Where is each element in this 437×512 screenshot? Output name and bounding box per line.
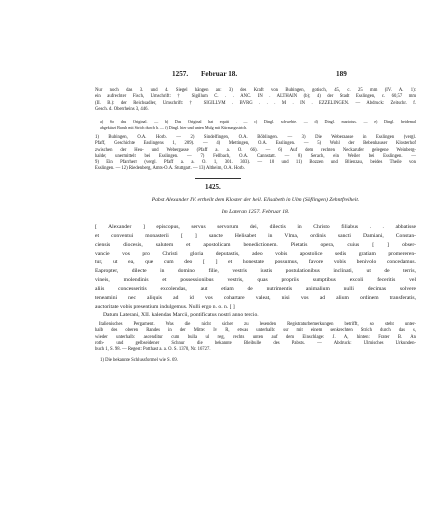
text-line: et conventui monasterii [ ] sancte Helisabet in Vlma, ordinis sancti Damiani, Constan- xyxy=(95,232,416,239)
text-line: roth- und gelbseidener Schnur die bekannte Bleibulle des Pabsts. — Abdruck: Ulmisches Urkunden- xyxy=(95,340,416,346)
description-apparatus xyxy=(95,322,416,353)
header-date: Februar 18. xyxy=(201,70,238,78)
separator-rule xyxy=(195,178,241,179)
closing-footnote: 1) Die bekannte Schlussformel wie S. 69. xyxy=(100,358,178,363)
text-line: Esslingen. — 12) Riedenberg, Amts-O.A. Stuttgart. — 13) Altheim, O.A. Horb. xyxy=(95,166,245,172)
text-line: Italienisches Pergament. Was die nicht sicher zu lesenden Registraturbemerkungen betrifft, so steht unter- xyxy=(99,322,416,327)
text-line: zwischen der Heu- und Webergasse (Pfaff a. a. O. 66). — 6) Auf dem rechten Neckarufer gelegene Weinberg- xyxy=(95,147,416,153)
text-line: ciensis diocesis, salutem et apostolicam benedictionem. Pietatis opera, cuius [ ] obser- xyxy=(95,241,416,248)
text-line: ein aufrechter Fisch, Umschrift: † Sigillum C. . . ANC. IN . ALTHAIN (b); 4) der Stadt Esslingen, c. 60,57 mm xyxy=(95,94,416,100)
text-line: halb des oberen Randes in der Mitte: Iv R, etwas unterhalb: ssr mit einem senkrechten Strich durch das s, xyxy=(95,328,416,334)
document-dateline: Im Lateran 1257. Februar 18. xyxy=(221,209,290,215)
text-line: 1) Bubingen, O.A. Horb. — 2) Sindelfingen, O.A. Böblingen. — 3) Die Weberaasse in Esslingen (vergl. xyxy=(95,135,416,140)
apparatus-footnotes xyxy=(100,119,421,130)
header-year: 1257. xyxy=(172,70,189,78)
text-line: a) So das Original. — b) Das Original hat equiti . — c) Dingl. schwebte. — d) Dingl. mariotus. — e) Dingl. beidemal xyxy=(100,119,416,124)
text-line: Eapropter, dilecte in domino filie, vestris iustis postulationibus inclinati, ut de terris, xyxy=(95,268,416,275)
document-rubric: Pabst Alexander IV. ertheilt dem Kloster der heil. Elisabeth in Ulm (Söflingen) Zehntfreiheit. xyxy=(151,197,360,203)
text-line: Datum Laterani, XII. kalendas Marcii, pontificatus nostri anno tercio. xyxy=(103,312,259,319)
page-number: 189 xyxy=(336,70,347,78)
text-line: teneamini nec aliquis ad id vos cohartare valeat, nisi vos ad alium ordinem transferatis, xyxy=(95,294,416,301)
text-line: vancie vos pro Christi gloria deputastis, adeo vobis apostolice sedis gratiam promereren- xyxy=(95,250,416,257)
text-line: tur, ut ea, que cum deo [ ] et honestate possumus, favore vobis benivolo concedamus. xyxy=(95,259,416,266)
continuation-paragraph xyxy=(95,88,416,113)
text-line: wieder unterhalb: ascenditur cum bulla ul reg, rechts unten auf dem Einschlage: J. A, hinten: Frater B. An xyxy=(95,334,416,340)
text-line: buch 1, S. 98. — Regest: Potthast a. a. O. S. 1370, Nr. 16727. xyxy=(95,347,211,353)
charter-text xyxy=(95,223,416,320)
text-line: Gesch. d. Oberrheins 3, 446. xyxy=(95,106,149,112)
text-line: Nur noch das 3. und 4. Siegel hängen an: 3) des Kraft von Bubingen, gotisch, 45, c. 25 mm (IV. A. 1): xyxy=(95,88,416,93)
text-line: auctoritate vobis presentium indulgemus. Nulli ergo n. o. n. [ ] xyxy=(95,303,235,310)
text-line: [ Alexander ] episcopus, servus servorum dei, dilectis in Christo filiabus . . abbatisse xyxy=(95,224,416,230)
explanatory-notes xyxy=(95,135,416,173)
text-line: 9) Ein Pfarrherr (vergl. Pfaff a. a. O. 1, 301. 303). — 10 und 11) Bozzen und Blienzau, beides Theile von xyxy=(95,160,416,166)
text-line: (II. B.): der Reichsadler, Umschrift: † SIGILLVM . BVRG . . . M . IN . EZZELINGEN. — Abdruck: Zeitschr. f. xyxy=(95,100,416,106)
text-line: abgekürzt Baruh mit Strich durch h. — f) Dingl. hier und unten Mulg mit Kürzungsstrich. xyxy=(100,124,248,130)
text-line: aliis concesseritis excolendas, aut etiam de nutrimentis animalium nulli decimas solvere xyxy=(95,285,416,292)
text-line: halde; unermittelt bei Esslingen. — 7) Fellbach, O.A. Cannstatt. — 8) Serach, ein Weiler bei Esslingen. — xyxy=(95,153,416,159)
text-line: vineis, molendinis et possessionibus vestris, quas propriis sumptibus excoli feceritis vel xyxy=(95,277,416,284)
document-number: 1425. xyxy=(205,183,221,191)
text-line: Pfaff, Geschichte Esslingens 1, 209). — 4) Mettingen, O.A. Esslingen. — 5) Wohl der Bebenhauser Klosterhof xyxy=(95,141,416,147)
